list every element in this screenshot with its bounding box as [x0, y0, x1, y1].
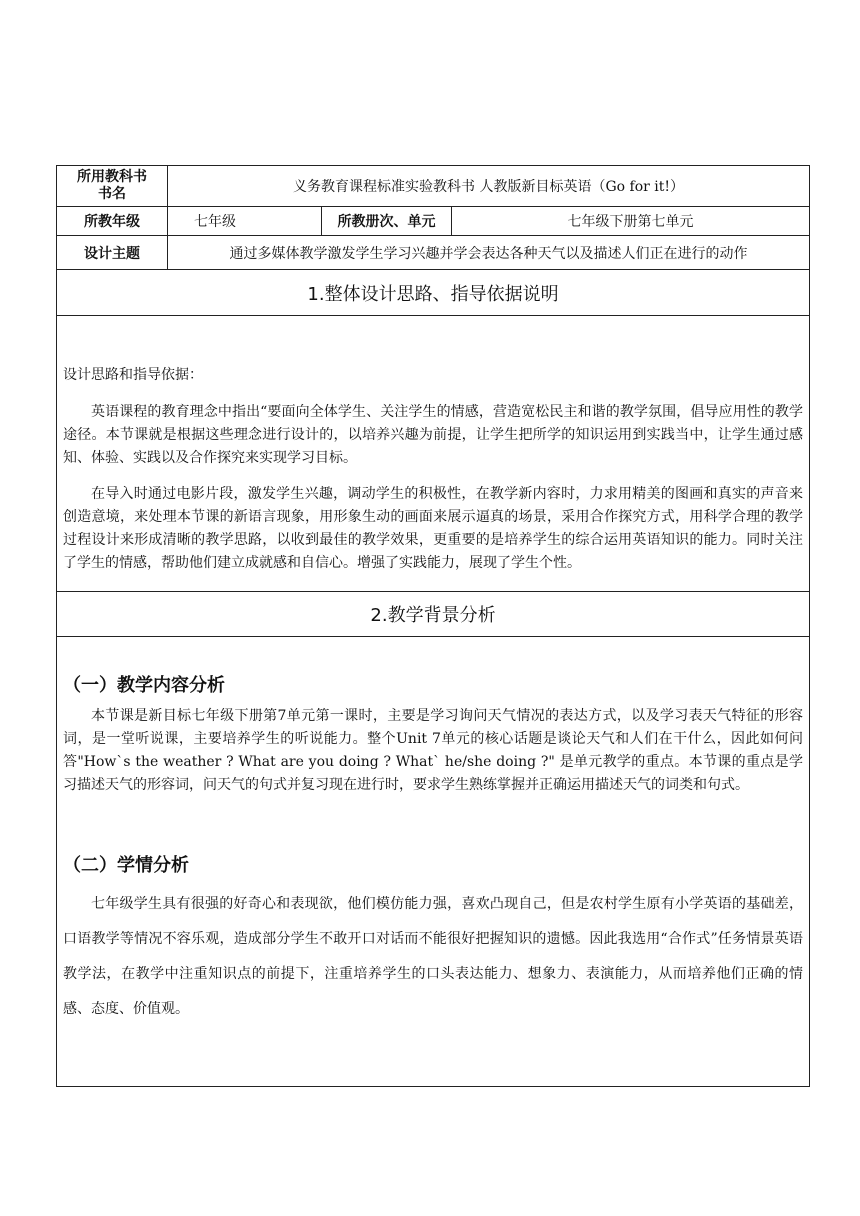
- section1-paragraph-1: 英语课程的教育理念中指出“要面向全体学生、关注学生的情感，营造宽松民主和谐的教学氛围，倡导应用性的教学途径。本节课就是根据这些理念进行设计的，以培养兴趣为前提，让学生把所学的知识运用到实践当中，让学生通过感知、体验、实践以及合作探究来实现学习目标。: [63, 404, 803, 466]
- section1-intro: 设计思路和指导依据：: [63, 367, 203, 383]
- theme-value: 通过多媒体教学激发学生学习兴趣并学会表达各种天气以及描述人们正在进行的动作: [167, 236, 809, 269]
- section2-title-row: [57, 592, 809, 637]
- content-analysis-text: 本节课是新目标七年级下册第7单元第一课时，主要是学习询问天气情况的表达方式，以及学习表天气特征的形容词，是一堂听说课，主要培养学生的听说能力。整个Unit 7单元的核心话题是谈论天气和人们在干什么，因此如何问答"How`s the weather ? What are you doing ? What` he/she doing ?" 是单元教学的重点。本节课的重点是学习描述天气的形容词，问天气的句式并复习现在进行时，要求学生熟练掌握并正确运用描述天气的词类和句式。: [63, 708, 803, 793]
- section1-body: [57, 316, 809, 592]
- textbook-row: [57, 166, 809, 207]
- learner-analysis-text: 七年级学生具有很强的好奇心和表现欲，他们模仿能力强，喜欢凸现自己，但是农村学生原有小学英语的基础差，口语教学等情况不容乐观，造成部分学生不敢开口对话而不能很好把握知识的遗憾。因此我选用“合作式”任务情景英语教学法，在教学中注重知识点的前提下，注重培养学生的口头表达能力、想象力、表演能力，从而培养他们正确的情感、态度、价值观。: [63, 896, 803, 1017]
- section2-body: [57, 637, 809, 1086]
- grade-row: [57, 207, 809, 236]
- section1-title-row: [57, 270, 809, 316]
- learner-analysis-heading: （二）学情分析: [63, 855, 189, 876]
- grade-label: 所教年级: [84, 214, 140, 230]
- lesson-plan-table: [56, 165, 810, 1087]
- unit-value: 七年级下册第七单元: [451, 207, 809, 235]
- theme-label: 设计主题: [84, 245, 140, 262]
- content-analysis-heading: （一）教学内容分析: [63, 675, 225, 696]
- unit-label: 所教册次、单元: [321, 207, 451, 235]
- grade-value: 七年级: [167, 207, 321, 235]
- textbook-value: 义务教育课程标准实验教科书 人教版新目标英语（Go for it!）: [167, 166, 809, 206]
- section2-title: 2.教学背景分析: [370, 605, 496, 626]
- theme-row: [57, 236, 809, 270]
- textbook-label: 所用教科书书名: [77, 169, 147, 202]
- section1-title: 1.整体设计思路、指导依据说明: [307, 283, 559, 305]
- section1-paragraph-2: 在导入时通过电影片段，激发学生兴趣，调动学生的积极性，在教学新内容时，力求用精美的图画和真实的声音来创造意境，来处理本节课的新语言现象，用形象生动的画面来展示逼真的场景，采用合作探究方式，用科学合理的教学过程设计来形成清晰的教学思路，以收到最佳的教学效果，更重要的是培养学生的综合运用英语知识的能力。同时关注了学生的情感，帮助他们建立成就感和自信心。增强了实践能力，展现了学生个性。: [63, 486, 803, 571]
